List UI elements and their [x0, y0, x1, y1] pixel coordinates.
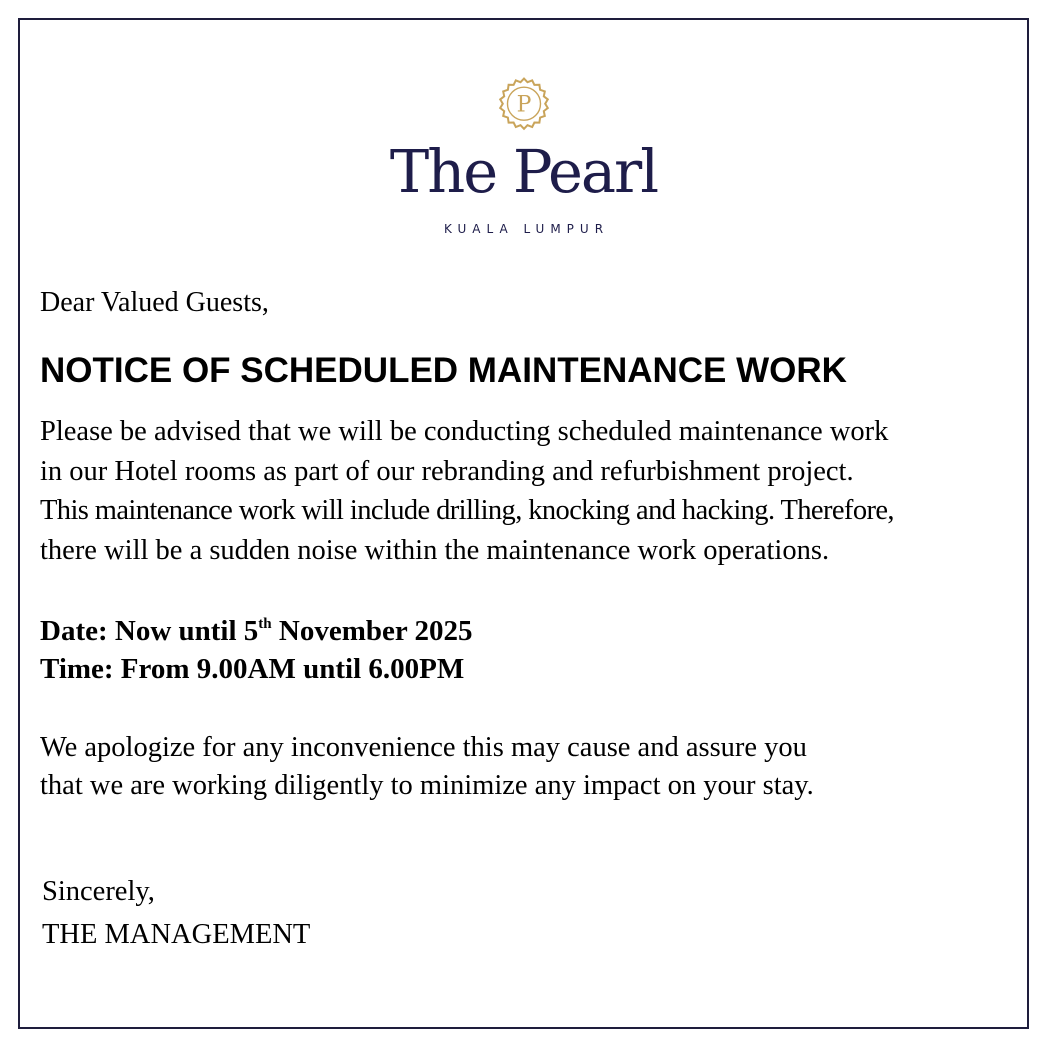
body-line: there will be a sudden noise within the maintenance work operations.	[40, 534, 830, 566]
body-line: in our Hotel rooms as part of our rebranding and refurbishment project.	[40, 455, 854, 487]
date-line	[40, 612, 472, 650]
date-prefix: Date: Now until 5	[40, 615, 259, 647]
date-ordinal: th	[258, 616, 272, 632]
signatory: THE MANAGEMENT	[42, 919, 311, 950]
body-line: This maintenance work will include drilling, knocking and hacking. Therefore,	[40, 495, 894, 526]
brand-name: The Pearl	[389, 137, 658, 206]
schedule-details	[40, 612, 472, 688]
closing-block	[42, 870, 310, 956]
date-suffix: November 2025	[271, 615, 473, 647]
hotel-logo	[20, 72, 1027, 236]
brand-location: KUALA LUMPUR	[443, 222, 610, 236]
apology-paragraph	[40, 729, 814, 805]
apology-line: We apologize for any inconvenience this may cause and assure you	[40, 732, 807, 763]
body-line: Please be advised that we will be conducting scheduled maintenance work	[40, 416, 889, 447]
notice-headline: NOTICE OF SCHEDULED MAINTENANCE WORK	[40, 351, 847, 390]
apology-line: that we are working diligently to minimize any impact on your stay.	[40, 770, 814, 801]
notice-body	[40, 412, 1010, 570]
closing-text: Sincerely,	[42, 876, 155, 907]
time-line: Time: From 9.00AM until 6.00PM	[40, 653, 465, 685]
notice-frame	[18, 18, 1029, 1029]
pearl-emblem-icon	[492, 72, 556, 136]
emblem-letter: P	[516, 92, 531, 118]
salutation: Dear Valued Guests,	[40, 287, 269, 318]
